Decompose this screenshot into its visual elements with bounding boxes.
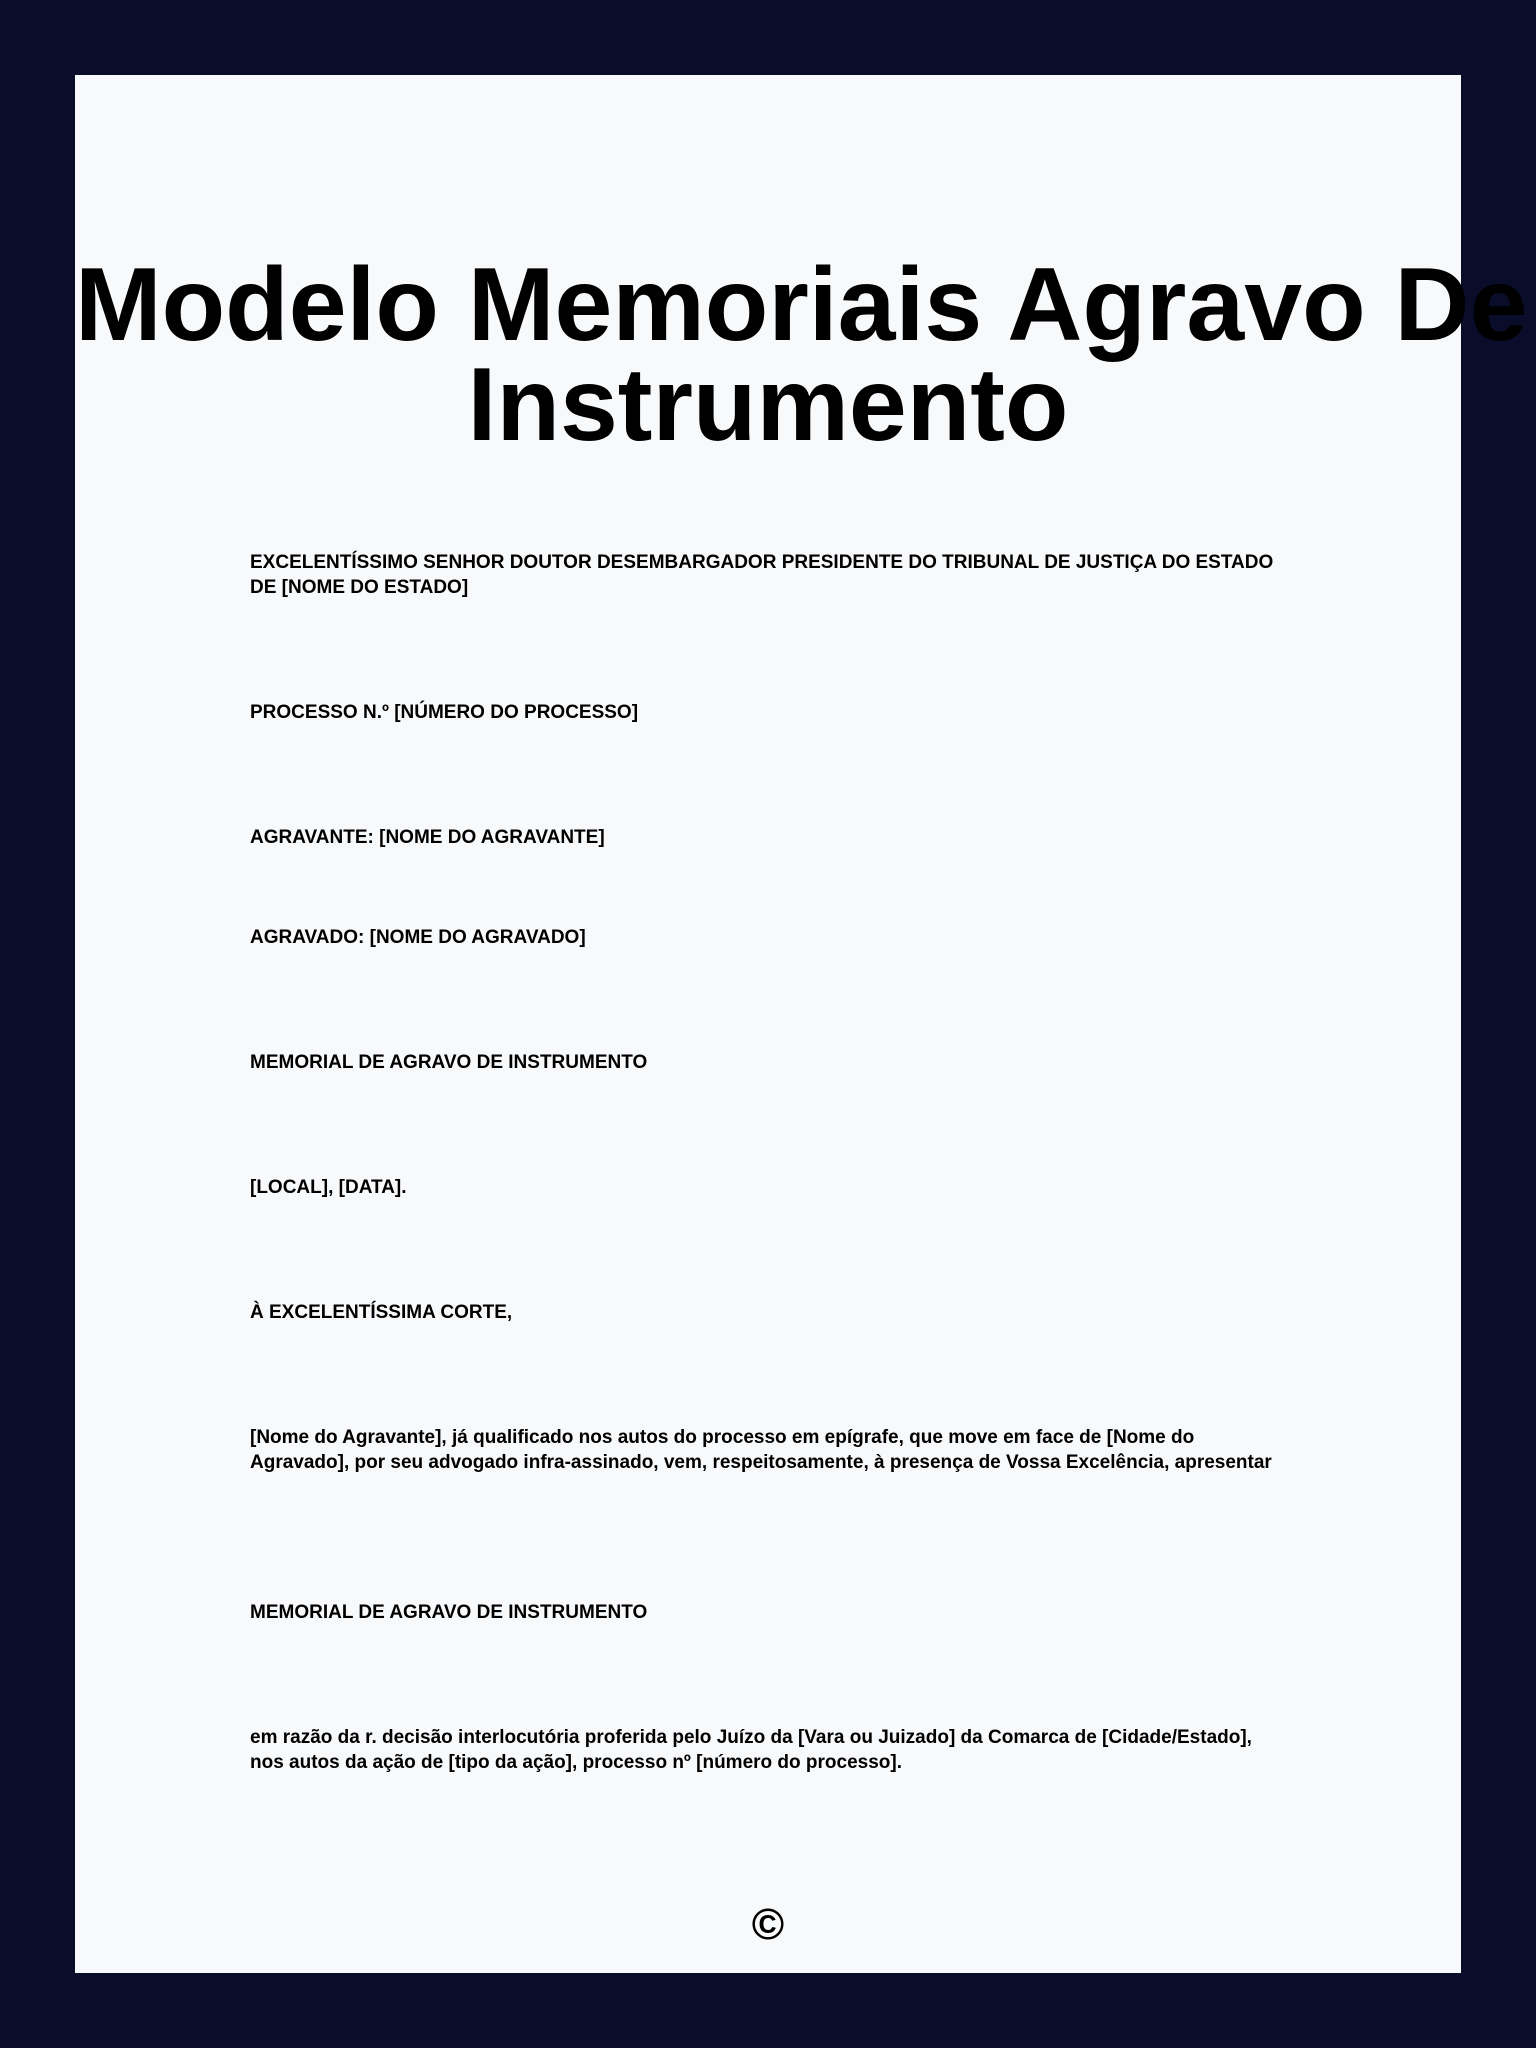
memorial-heading-repeat-paragraph: MEMORIAL DE AGRAVO DE INSTRUMENTO <box>250 1602 648 1623</box>
document-title-line-1: Modelo Memoriais Agravo De <box>75 247 1528 363</box>
appellee-paragraph: AGRAVADO: [NOME DO AGRAVADO] <box>250 927 586 948</box>
appellant-paragraph: AGRAVANTE: [NOME DO AGRAVANTE] <box>250 827 605 848</box>
memorial-heading-paragraph: MEMORIAL DE AGRAVO DE INSTRUMENTO <box>250 1052 648 1073</box>
document-page <box>75 75 1528 1973</box>
process-number-paragraph: PROCESSO N.º [NÚMERO DO PROCESSO] <box>250 702 639 723</box>
decision-paragraph: em razão da r. decisão interlocutória proferida pelo Juízo da [Vara ou Juizado] da Comarca de [Cidade/Estado], nos autos da ação de [tipo da ação], processo nº [número do processo]. <box>250 1727 1252 1773</box>
court-salutation-paragraph: À EXCELENTÍSSIMA CORTE, <box>250 1302 513 1323</box>
copyright-icon: © <box>751 1900 785 1949</box>
document-title <box>75 247 1528 463</box>
addressee-paragraph: EXCELENTÍSSIMO SENHOR DOUTOR DESEMBARGADOR PRESIDENTE DO TRIBUNAL DE JUSTIÇA DO ESTADO DE [NOME DO ESTADO] <box>250 552 1274 598</box>
place-date-paragraph: [LOCAL], [DATA]. <box>250 1177 407 1198</box>
introduction-paragraph: [Nome do Agravante], já qualificado nos autos do processo em epígrafe, que move em face de [Nome do Agravado], por seu advogado infra-assinado, vem, respeitosamente, à presença de Vossa Excelência, apresentar <box>250 1427 1272 1473</box>
document-title-line-2: Instrumento <box>467 347 1069 463</box>
